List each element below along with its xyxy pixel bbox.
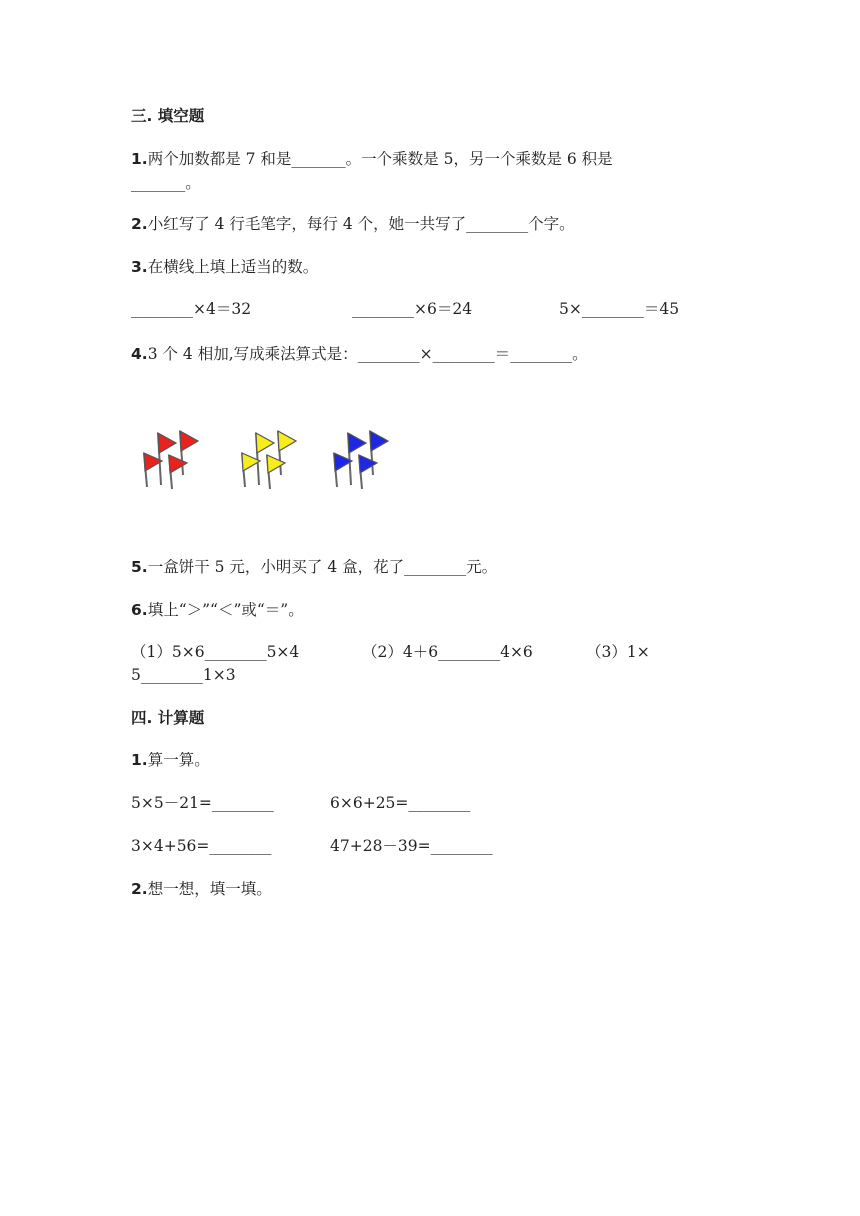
- question-text: 想一想，填一填。: [147, 880, 272, 898]
- q6-item-1: （1）5×6________5×4: [131, 643, 300, 661]
- question-text: 填上“＞”“＜”或“＝”。: [147, 601, 304, 619]
- red-flag-group: [144, 431, 198, 489]
- question-number: 1.: [131, 150, 148, 168]
- question-2: [131, 214, 575, 234]
- question-text: 一盒饼干 5 元，小明买了 4 盒，花了________元。: [147, 558, 498, 576]
- question-text: 两个加数都是 7 和是_______。一个乘数是 5，另一个乘数是 6 积是: [147, 150, 613, 168]
- question-number: 5.: [131, 558, 148, 576]
- section-4-title: 四. 计算题: [131, 709, 205, 727]
- section-3-title: 三. 填空题: [131, 107, 205, 125]
- question-number: 4.: [131, 345, 148, 363]
- calc-item-2: 6×6+25=________: [330, 794, 471, 812]
- question-text: 在横线上填上适当的数。: [147, 258, 319, 276]
- question-3: [131, 257, 318, 277]
- calc-question-1: [131, 750, 210, 770]
- calc-item-4: 47+28－39=________: [330, 837, 493, 855]
- question-5: [131, 557, 497, 577]
- flags-illustration: [136, 425, 396, 495]
- question-number: 2.: [131, 880, 148, 898]
- question-number: 6.: [131, 601, 148, 619]
- question-number: 1.: [131, 751, 148, 769]
- question-number: 2.: [131, 215, 148, 233]
- q6-item-3-continued: 5________1×3: [131, 666, 236, 684]
- question-text: 算一算。: [147, 751, 210, 769]
- question-text: 小红写了 4 行毛笔字，每行 4 个，她一共写了________个字。: [147, 215, 575, 233]
- q6-item-2: （2）4＋6________4×6: [362, 643, 533, 661]
- question-number: 3.: [131, 258, 148, 276]
- question-1: [131, 149, 613, 169]
- q6-item-3: （3）1×: [586, 643, 650, 661]
- question-6: [131, 600, 304, 620]
- calc-question-2: [131, 879, 272, 899]
- question-4: [131, 344, 588, 364]
- yellow-flag-group: [242, 431, 296, 489]
- q3-blank-1: ________×4＝32: [131, 300, 252, 318]
- blue-flag-group: [334, 431, 388, 489]
- calc-item-3: 3×4+56=________: [131, 837, 272, 855]
- q3-blank-2: ________×6＝24: [352, 300, 473, 318]
- question-1-continued: _______。: [131, 174, 201, 192]
- calc-item-1: 5×5－21=________: [131, 794, 274, 812]
- question-text: 3 个 4 相加,写成乘法算式是：________×________＝________。: [147, 345, 588, 363]
- q3-blank-3: 5×________＝45: [559, 300, 680, 318]
